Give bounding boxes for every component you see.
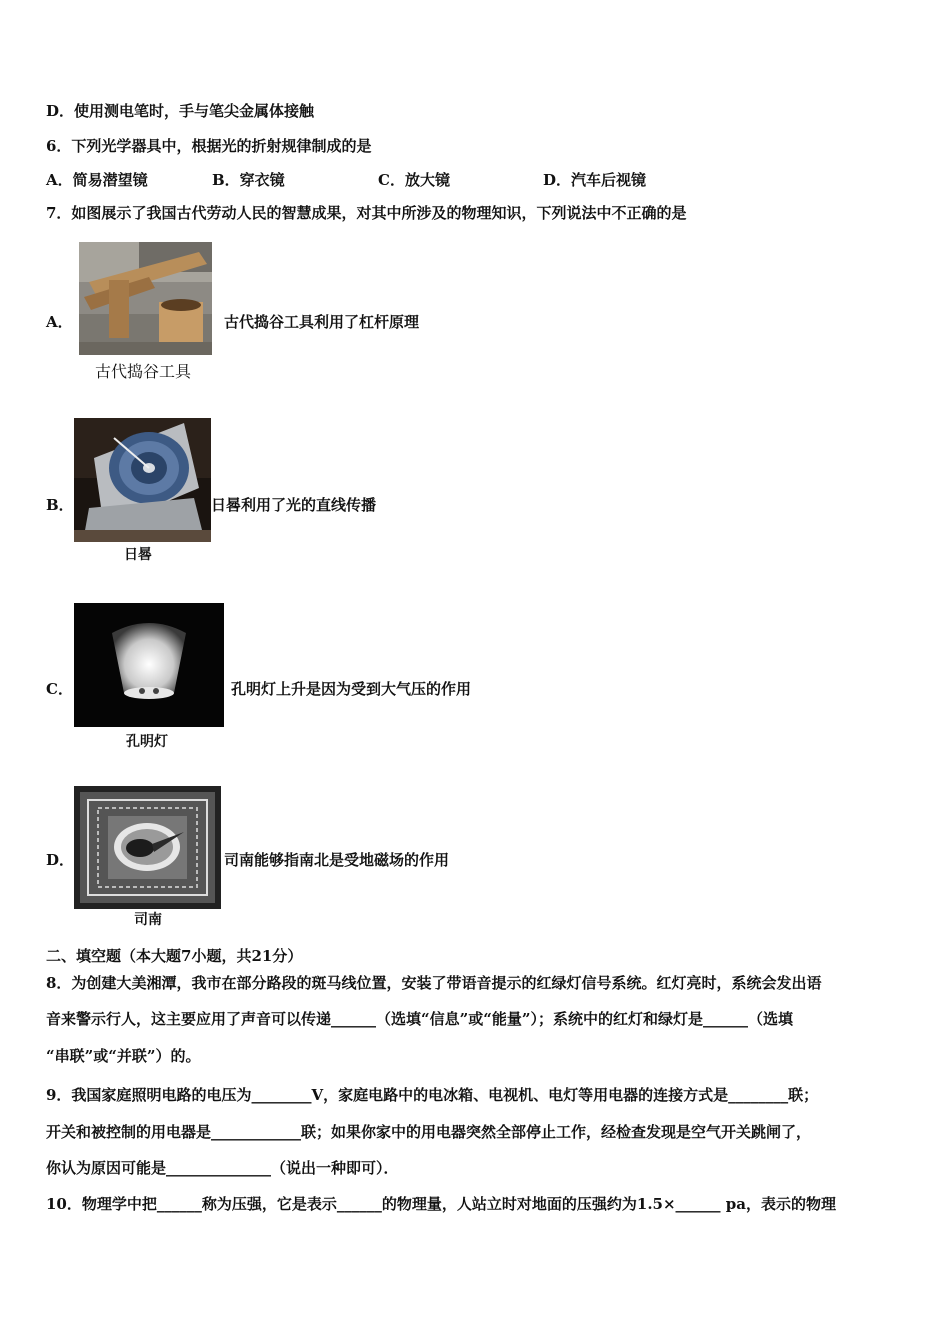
q9-line-3: 你认为原因可能是______________（说出一种即可）． (46, 1159, 399, 1177)
q7-option-c-statement: 孔明灯上升是因为受到大气压的作用 (231, 680, 472, 698)
q7-option-a-caption: 古代捣谷工具 (95, 362, 192, 381)
grain-pounding-tool-image (79, 242, 212, 355)
q6-option-b: B．穿衣镜 (212, 171, 285, 189)
q7-option-b-letter: B． (46, 496, 74, 514)
q7-option-b-statement: 日晷利用了光的直线传播 (211, 496, 377, 514)
q8-line-1: 8．为创建大美湘潭，我市在部分路段的斑马线位置，安装了带语音提示的红绿灯信号系统。红灯亮时，系统会发出语 (46, 974, 822, 992)
q7-option-b-caption: 日晷 (124, 547, 152, 563)
q7-option-d-caption: 司南 (134, 912, 162, 928)
q9-line-1: 9．我国家庭照明电路的电压为________V，家庭电路中的电冰箱、电视机、电灯等用电器的连接方式是________联； (46, 1086, 819, 1104)
sky-lantern-image (74, 603, 224, 727)
q7-option-c-letter: C． (46, 680, 73, 698)
q8-line-3: “串联”或“并联”）的。 (46, 1047, 201, 1065)
q5-option-d: D．使用测电笔时，手与笔尖金属体接触 (46, 102, 315, 120)
q9-line-2: 开关和被控制的用电器是____________联；如果你家中的用电器突然全部停止工作，经检查发现是空气开关跳闸了， (46, 1123, 812, 1141)
section-2-heading: 二、填空题（本大题7小题，共21分） (46, 947, 303, 965)
sundial-image (74, 418, 211, 542)
q7-option-c-caption: 孔明灯 (126, 734, 168, 750)
q7-option-d-statement: 司南能够指南北是受地磁场的作用 (224, 851, 450, 869)
q6-option-a: A．简易潜望镜 (46, 171, 148, 189)
q6-stem: 6．下列光学器具中，根据光的折射规律制成的是 (46, 137, 372, 155)
q10-line-1: 10．物理学中把______称为压强，它是表示______的物理量，人站立时对地面的压强约为1.5×______ pa，表示的物理 (46, 1195, 836, 1213)
q7-option-d-letter: D． (46, 851, 75, 869)
q8-line-2: 音来警示行人，这主要应用了声音可以传递______（选填“信息”或“能量”）；系统中的红灯和绿灯是______（选填 (46, 1010, 794, 1028)
q6-option-c: C．放大镜 (378, 171, 450, 189)
q6-option-d: D．汽车后视镜 (543, 171, 647, 189)
sinan-compass-image (74, 786, 221, 909)
q7-option-a-statement: 古代捣谷工具利用了杠杆原理 (224, 313, 420, 331)
q7-option-a-letter: A． (46, 313, 73, 331)
q7-stem: 7．如图展示了我国古代劳动人民的智慧成果，对其中所涉及的物理知识，下列说法中不正确的是 (46, 204, 687, 222)
